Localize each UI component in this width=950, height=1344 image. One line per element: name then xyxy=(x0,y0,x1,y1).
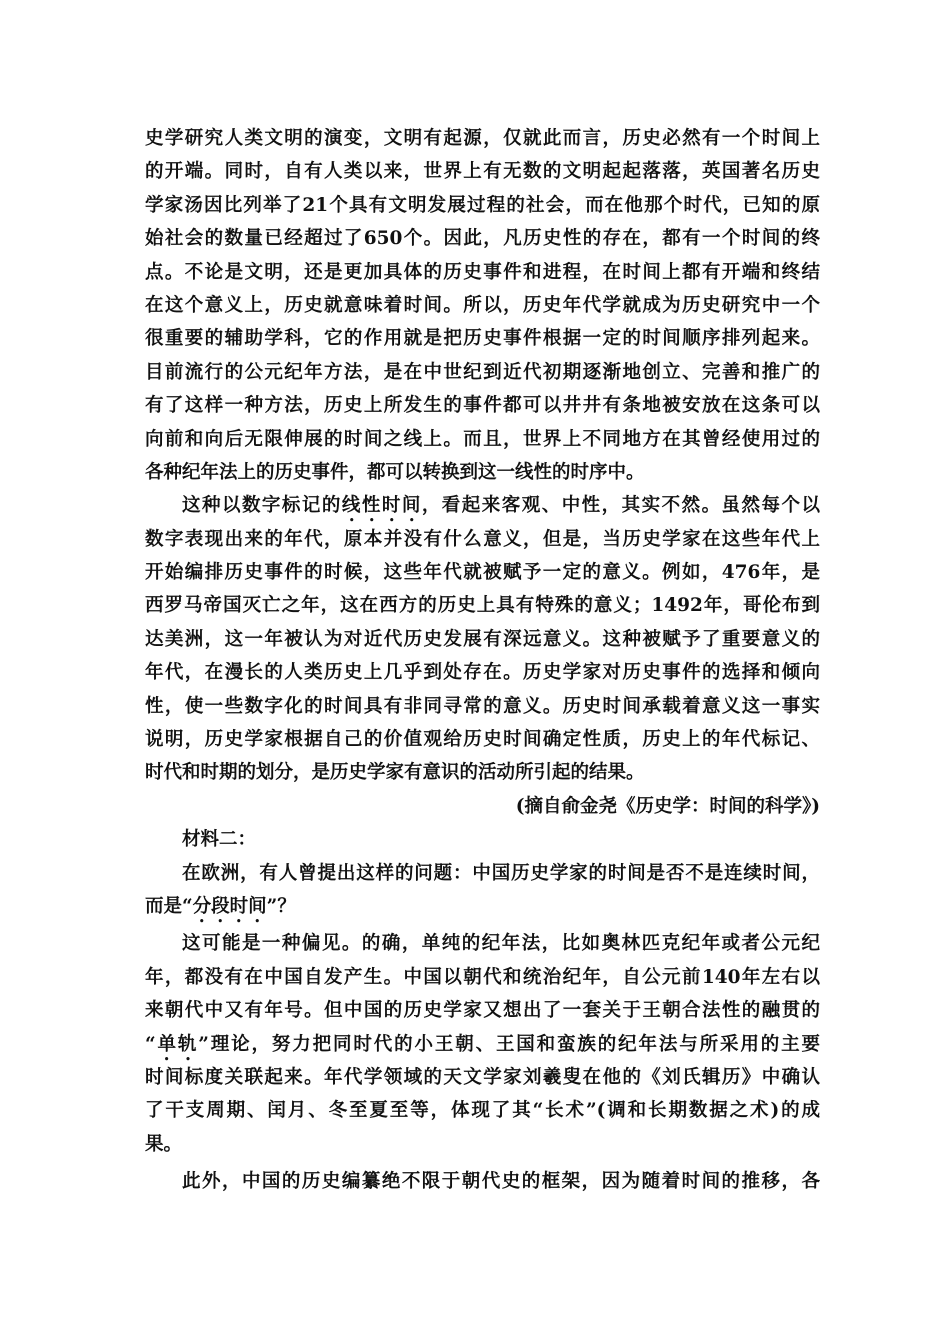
text-segment: 而是“ xyxy=(145,895,193,917)
text-segment: ”理论，努力把同时代的小王朝、王国和蛮族的纪年法与所采用的主要 xyxy=(198,1033,820,1055)
text-line: 点。不论是文明，还是更加具体的历史事件和进程，在时间上都有开端和终结 xyxy=(145,261,820,283)
text-line: 此外，中国的历史编纂绝不限于朝代史的框架，因为随着时间的推移，各 xyxy=(182,1171,820,1193)
text-line: 在欧洲，有人曾提出这样的问题：中国历史学家的时间是否不是连续时间， xyxy=(182,862,820,884)
text-line: 的开端。同时，自有人类以来，世界上有无数的文明起起落落，英国著名历史 xyxy=(145,161,820,183)
text-segment: ，看起来客观、中性，其实不然。虽然每个以 xyxy=(421,495,820,517)
article-body xyxy=(145,122,820,1199)
emphasized-term: 单轨 xyxy=(155,1033,199,1055)
text-line: 始社会的数量已经超过了650个。因此，凡历史性的存在，都有一个时间的终 xyxy=(145,228,820,250)
text-line: 时间标度关联起来。年代学领域的天文学家刘羲叟在他的《刘氏辑历》中确认 xyxy=(145,1066,820,1088)
text-line: 向前和向后无限伸展的时间之线上。而且，世界上不同地方在其曾经使用过的 xyxy=(145,428,820,450)
text-line: 各种纪年法上的历史事件，都可以转换到这一线性的时序中。 xyxy=(145,461,645,483)
paragraph-1 xyxy=(145,122,820,489)
paragraph-4 xyxy=(145,927,820,1161)
text-line xyxy=(145,1028,820,1061)
text-line: 很重要的辅助学科，它的作用就是把历史事件根据一定的时间顺序排列起来。 xyxy=(145,328,820,350)
text-line: 开始编排历史事件的时候，这些年代就被赋予一定的意义。例如，476年，是 xyxy=(145,562,820,584)
text-line: 了干支周期、闰月、冬至夏至等，体现了其“长术”(调和长期数据之术)的成 xyxy=(145,1100,820,1122)
text-segment: ”？ xyxy=(266,895,296,917)
text-line: 来朝代中又有年号。但中国的历史学家又想出了一套关于王朝合法性的融贯的 xyxy=(145,1000,820,1022)
text-line: 在这个意义上，历史就意味着时间。所以，历史年代学就成为历史研究中一个 xyxy=(145,294,820,316)
paragraph-2 xyxy=(145,489,820,790)
text-line xyxy=(145,890,820,923)
text-line: 学家汤因比列举了21个具有文明发展过程的社会，而在他那个时代，已知的原 xyxy=(145,194,820,216)
paragraph-3 xyxy=(145,857,820,924)
text-line: 这可能是一种偏见。的确，单纯的纪年法，比如奥林匹克纪年或者公元纪 xyxy=(182,933,820,955)
text-line: 年，都没有在中国自发产生。中国以朝代和统治纪年，自公元前140年左右以 xyxy=(145,966,820,988)
emphasized-term: 分段时间 xyxy=(192,895,267,917)
text-line: 性，使一些数字化的时间具有非同寻常的意义。历史时间承载着意义这一事实 xyxy=(145,695,820,717)
text-line: 达美洲，这一年被认为对近代历史发展有深远意义。这种被赋予了重要意义的 xyxy=(145,628,820,650)
text-line: 果。 xyxy=(145,1133,183,1155)
text-line: 有了这样一种方法，历史上所发生的事件都可以井井有条地被安放在这条可以 xyxy=(145,395,820,417)
emphasized-term: 线性时间 xyxy=(341,495,422,517)
text-line: 目前流行的公元纪年方法，是在中世纪到近代初期逐渐地创立、完善和推广的 xyxy=(145,361,820,383)
citation: (摘自俞金尧《历史学：时间的科学》) xyxy=(515,795,820,817)
paragraph-5 xyxy=(145,1165,820,1198)
text-line: 数字表现出来的年代，原本并没有什么意义，但是，当历史学家在这些年代上 xyxy=(145,528,820,550)
text-line xyxy=(145,489,820,522)
text-line: 时代和时期的划分，是历史学家有意识的活动所引起的结果。 xyxy=(145,762,645,784)
text-segment: 这种以数字标记的 xyxy=(182,495,342,517)
text-segment: “ xyxy=(145,1033,156,1055)
text-line: 说明，历史学家根据自己的价值观给历史时间确定性质，历史上的年代标记、 xyxy=(145,729,820,751)
text-line: 年代，在漫长的人类历史上几乎到处存在。历史学家对历史事件的选择和倾向 xyxy=(145,662,820,684)
section-heading: 材料二： xyxy=(182,829,257,851)
text-line: 西罗马帝国灭亡之年，这在西方的历史上具有特殊的意义；1492年，哥伦布到 xyxy=(145,595,820,617)
text-line: 史学研究人类文明的演变，文明有起源，仅就此而言，历史必然有一个时间上 xyxy=(145,128,820,149)
